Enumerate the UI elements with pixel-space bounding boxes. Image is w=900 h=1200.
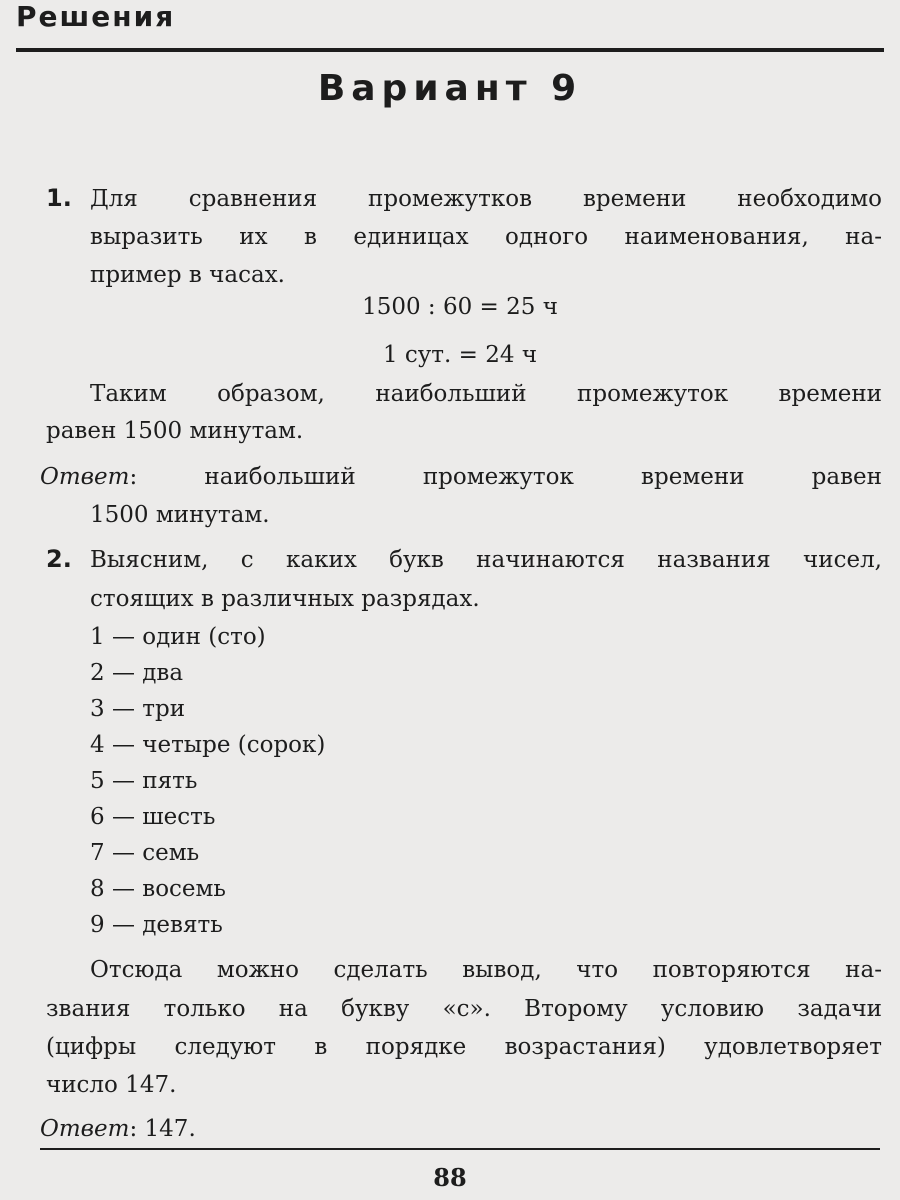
digit-name-7: 7 — семь <box>90 840 200 866</box>
digit-name-4: 4 — четыре (сорок) <box>90 732 326 758</box>
task-1-conclusion-1: Таким образом, наибольший промежуток времени <box>90 381 882 407</box>
task-2-conclusion-4: число 147. <box>46 1072 177 1098</box>
answer-label: Ответ <box>40 464 130 490</box>
digit-name-6: 6 — шесть <box>90 804 216 830</box>
answer-label: Ответ <box>40 1116 130 1142</box>
task-2-line-1: Выясним, с каких букв начинаются названия чисел, <box>90 547 882 573</box>
task-1-number: 1. <box>46 184 72 212</box>
footer-rule <box>40 1148 880 1150</box>
section-label: Решения <box>16 0 176 33</box>
task-1-answer <box>40 462 882 492</box>
task-2-conclusion-3: (цифры следуют в порядке возрастания) удовлетворяет <box>46 1034 882 1060</box>
task-2-number: 2. <box>46 545 72 573</box>
task-1-conclusion-2: равен 1500 минутам. <box>46 418 304 444</box>
digit-name-1: 1 — один (сто) <box>90 624 266 650</box>
answer-text: : наибольший промежуток времени равен <box>129 464 882 490</box>
task-1-line-1: Для сравнения промежутков времени необходимо <box>90 186 882 212</box>
digit-name-9: 9 — девять <box>90 912 223 938</box>
task-2-conclusion-2: звания только на букву «с». Второму условию задачи <box>46 996 882 1022</box>
task-2-conclusion-1: Отсюда можно сделать вывод, что повторяются на- <box>90 957 882 983</box>
variant-title: Вариант 9 <box>317 68 583 109</box>
page-number: 88 <box>433 1163 467 1192</box>
digit-name-5: 5 — пять <box>90 768 198 794</box>
formula-day-to-hours: 1 сут. = 24 ч <box>382 342 538 368</box>
digit-name-3: 3 — три <box>90 696 186 722</box>
task-2-line-2: стоящих в различных разрядах. <box>90 586 480 612</box>
formula-minutes-to-hours: 1500 : 60 = 25 ч <box>362 294 558 320</box>
task-2-answer <box>40 1114 882 1144</box>
digit-name-2: 2 — два <box>90 660 184 686</box>
answer-text: : 147. <box>129 1116 196 1142</box>
task-1-answer-continued: 1500 минутам. <box>90 502 270 528</box>
task-1-line-3: пример в часах. <box>90 262 285 288</box>
digit-name-8: 8 — восемь <box>90 876 226 902</box>
header-rule <box>16 48 884 52</box>
task-1-line-2: выразить их в единицах одного наименования, на- <box>90 224 882 250</box>
